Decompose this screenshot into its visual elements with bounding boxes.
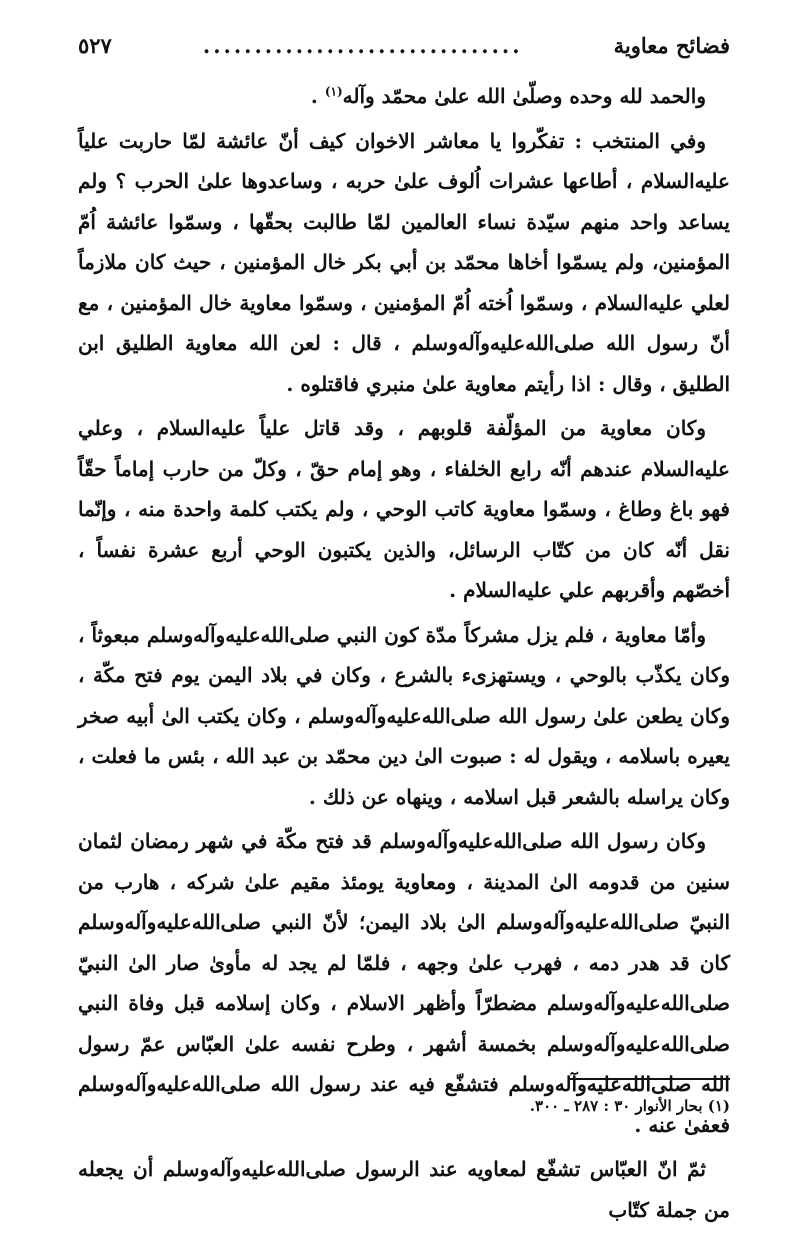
footnote-divider xyxy=(570,1078,730,1080)
running-header xyxy=(78,28,730,64)
paragraph-3: وكان معاوية من المؤلّفة قلوبهم ، وقد قاتل علياً عليه‌السلام ، وعلي عليه‌السلام عندهم أنّه رابع الخلفاء ، وهو إمام حقّ ، وكلّ من حارب إماماً حقّاً فهو باغ وطاغ ، وسمّوا معاوية كاتب الوحي ، ولم يكتب كلمة واحدة منه ، وإنّما نقل أنّه كان من كتّاب الرسائل، والذين يكتبون الوحي أربع عشرة نفساً ، أخصّهم وأقربهم علي عليه‌السلام . xyxy=(78,416,730,602)
header-leader-dots: ............................... xyxy=(202,33,523,58)
paragraph-4: وأمّا معاوية ، فلم يزل مشركاً مدّة كون النبي صلى‌الله‌عليه‌وآله‌وسلم مبعوثاً ، وكان يكذّب بالوحي ، ويستهزىء بالشرع ، وكان في بلاد اليمن يوم فتح مكّة ، وكان يطعن علىٰ رسول الله صلى‌الله‌عليه‌وآله‌وسلم ، وكان يكتب الىٰ أبيه صخر يعيره باسلامه ، ويقول له : صبوت الىٰ دين محمّد بن عبد الله ، بئس ما فعلت ، وكان يراسله بالشعر قبل اسلامه ، وينهاه عن ذلك . xyxy=(78,622,730,809)
book-page xyxy=(78,28,730,1234)
page-number: ٥٢٧ xyxy=(78,33,112,58)
footnotes xyxy=(78,1094,730,1118)
paragraph-1 xyxy=(78,76,730,117)
paragraph-2: وفي المنتخب : تفكّروا يا معاشر الاخوان كيف أنّ عائشة لمّا حاربت علياً عليه‌السلام ، أطاعها عشرات اُلوف علىٰ حربه ، وساعدوها علىٰ الحرب ؟ ولم يساعد واحد منهم سيّدة نساء العالمين لمّا طالبت بحقّها ، وسمّوا عائشة اُمّ المؤمنين، ولم يسمّوا أخاها محمّد بن أبي بكر خال المؤمنين ، حيث كان ملازماً لعلي عليه‌السلام ، وسمّوا اُخته اُمّ المؤمنين ، وسمّوا معاوية خال المؤمنين ، مع أنّ رسول الله صلى‌الله‌عليه‌وآله‌وسلم ، قال : لعن الله معاوية الطليق ابن الطليق ، وقال : اذا رأيتم معاوية علىٰ منبري فاقتلوه . xyxy=(78,128,730,396)
paragraph-1-text: والحمد لله وحده وصلّىٰ الله علىٰ محمّد وآله xyxy=(342,84,706,108)
paragraph-5: وكان رسول الله صلى‌الله‌عليه‌وآله‌وسلم قد فتح مكّة في شهر رمضان لثمان سنين من قدومه الىٰ المدينة ، ومعاوية يومئذ مقيم علىٰ شركه ، هارب من النبيّ صلى‌الله‌عليه‌وآله‌وسلم الىٰ بلاد اليمن؛ لأنّ النبي صلى‌الله‌عليه‌وآله‌وسلم كان قد هدر دمه ، فهرب علىٰ وجهه ، فلمّا لم يجد له مأوىٰ صار الىٰ النبيّ صلى‌الله‌عليه‌وآله‌وسلم مضطرّاً وأظهر الاسلام ، وكان إسلامه قبل وفاة النبي صلى‌الله‌عليه‌وآله‌وسلم بخمسة أشهر ، وطرح نفسه علىٰ العبّاس عمّ رسول الله صلى‌الله‌عليه‌وآله‌وسلم فتشفّع فيه عند رسول الله صلى‌الله‌عليه‌وآله‌وسلم فعفىٰ عنه . xyxy=(78,829,730,1137)
paragraph-6: ثمّ انّ العبّاس تشفّع لمعاويه عند الرسول صلى‌الله‌عليه‌وآله‌وسلم أن يجعله من جملة كتّاب xyxy=(78,1157,730,1222)
book-title: فضائح معاوية xyxy=(613,33,730,58)
paragraph-1-tail: . xyxy=(310,84,325,108)
body-text xyxy=(78,76,730,1230)
footnote-1: (١) بحار الأنوار ٣٠ : ٢٨٧ ـ ٣٠٠. xyxy=(529,1097,730,1115)
footnote-reference: (١) xyxy=(324,84,343,99)
